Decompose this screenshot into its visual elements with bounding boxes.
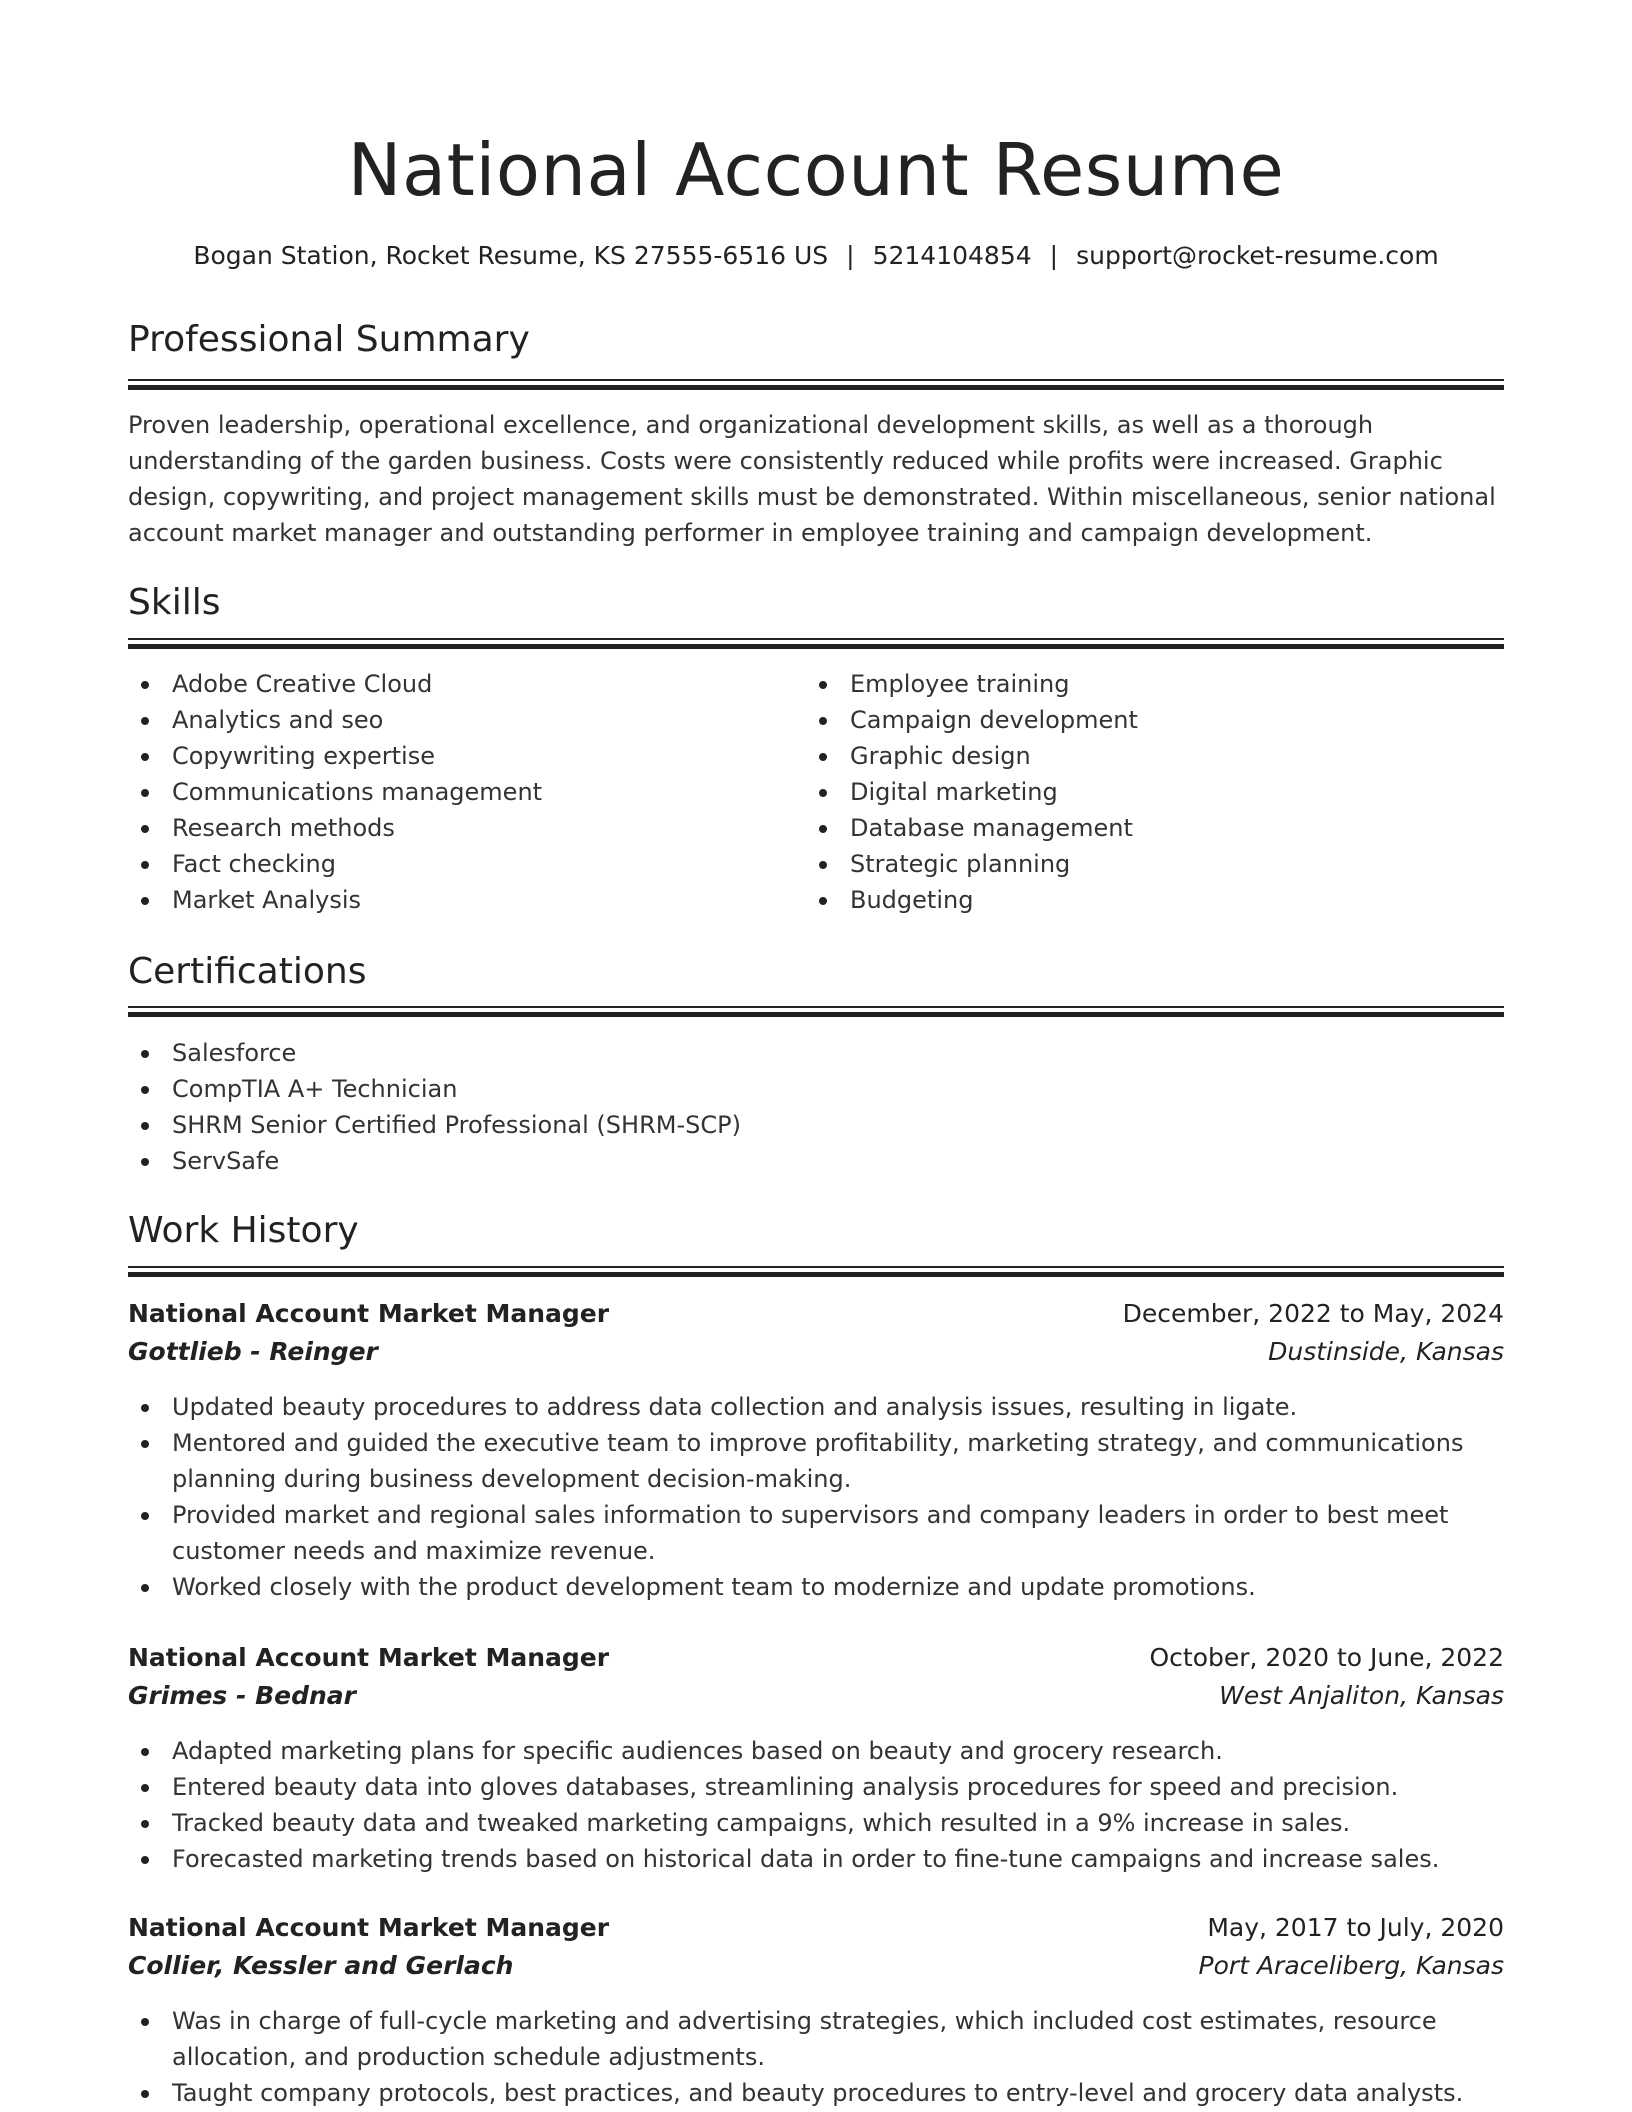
- contact-separator: |: [846, 241, 855, 270]
- job-bullet: Provided market and regional sales information to supervisors and company leaders in order to best meet customer needs and maximize revenue.: [128, 1497, 1504, 1569]
- job-bullet: Updated beauty procedures to address data collection and analysis issues, resulting in ligate.: [128, 1389, 1504, 1425]
- skill-item: Copywriting expertise: [128, 738, 808, 774]
- certification-item: Salesforce: [128, 1035, 1504, 1071]
- section-divider: [128, 1006, 1504, 1016]
- job-header: [128, 1295, 1504, 1333]
- job-bullets: [128, 2003, 1504, 2111]
- job-company: Collier, Kessler and Gerlach: [128, 1951, 514, 1980]
- job-header: [128, 1639, 1504, 1677]
- job-bullet: Adapted marketing plans for specific audiences based on beauty and grocery research.: [128, 1733, 1504, 1769]
- job-bullet: Mentored and guided the executive team to improve profitability, marketing strategy, and communications planning during business development decision-making.: [128, 1425, 1504, 1497]
- skill-item: Market Analysis: [128, 882, 808, 918]
- job-company: Gottlieb - Reinger: [128, 1337, 378, 1366]
- job-title: National Account Market Manager: [128, 1913, 610, 1942]
- skills-list-left: [128, 666, 808, 918]
- skill-item: Digital marketing: [806, 774, 1504, 810]
- skill-item: Communications management: [128, 774, 808, 810]
- job-dates: October, 2020 to June, 2022: [1149, 1643, 1504, 1672]
- section-heading: Professional Summary: [128, 319, 530, 360]
- skill-item: Adobe Creative Cloud: [128, 666, 808, 702]
- job-title: National Account Market Manager: [128, 1299, 610, 1328]
- certification-item: SHRM Senior Certified Professional (SHRM-SCP): [128, 1107, 1504, 1143]
- contact-address: Bogan Station, Rocket Resume, KS 27555-6516 US: [193, 241, 829, 270]
- skill-item: Graphic design: [806, 738, 1504, 774]
- skills-section: [128, 579, 1504, 627]
- job-location: Port Araceliberg, Kansas: [1198, 1951, 1504, 1980]
- certification-item: CompTIA A+ Technician: [128, 1071, 1504, 1107]
- job-title: National Account Market Manager: [128, 1643, 610, 1672]
- job-bullets: [128, 1733, 1504, 1877]
- summary-text: Proven leadership, operational excellence, and organizational development skills, as well as a thorough understanding of the garden business. Costs were consistently reduced while profits were increased. Graphic design, copywriting, and project management skills must be demonstrated. Within miscellaneous, senior national account market manager and outstanding performer in employee training and campaign development.: [128, 411, 1496, 547]
- certifications-list: [128, 1035, 1504, 1179]
- job-dates: December, 2022 to May, 2024: [1122, 1299, 1504, 1328]
- job-bullet: Taught company protocols, best practices, and beauty procedures to entry-level and grocery data analysts.: [128, 2075, 1504, 2111]
- skill-item: Database management: [806, 810, 1504, 846]
- skill-item: Strategic planning: [806, 846, 1504, 882]
- job-bullet: Entered beauty data into gloves databases, streamlining analysis procedures for speed and precision.: [128, 1769, 1504, 1805]
- skill-item: Campaign development: [806, 702, 1504, 738]
- contact-email: support@rocket-resume.com: [1076, 241, 1439, 270]
- skills-list-right: [806, 666, 1504, 918]
- certification-item: ServSafe: [128, 1143, 1504, 1179]
- job-bullets: [128, 1389, 1504, 1605]
- skill-item: Analytics and seo: [128, 702, 808, 738]
- section-divider: [128, 379, 1504, 389]
- section-divider: [128, 1266, 1504, 1276]
- job-subheader: [128, 1333, 1504, 1371]
- job-subheader: [128, 1947, 1504, 1985]
- work-history-section: [128, 1207, 1504, 1255]
- job-header: [128, 1909, 1504, 1947]
- skill-item: Budgeting: [806, 882, 1504, 918]
- certifications-section: [128, 948, 1504, 996]
- skill-item: Research methods: [128, 810, 808, 846]
- job-bullet: Tracked beauty data and tweaked marketing campaigns, which resulted in a 9% increase in sales.: [128, 1805, 1504, 1841]
- job-company: Grimes - Bednar: [128, 1681, 356, 1710]
- section-divider: [128, 638, 1504, 648]
- job-subheader: [128, 1677, 1504, 1715]
- summary-section: [128, 316, 1504, 364]
- job-location: West Anjaliton, Kansas: [1219, 1681, 1504, 1710]
- job-bullet: Was in charge of full-cycle marketing and advertising strategies, which included cost estimates, resource allocation, and production schedule adjustments.: [128, 2003, 1504, 2075]
- resume-title: National Account Resume: [347, 128, 1285, 212]
- job-location: Dustinside, Kansas: [1268, 1337, 1504, 1366]
- section-heading: Certifications: [128, 951, 367, 992]
- section-heading: Work History: [128, 1210, 359, 1251]
- job-bullet: Forecasted marketing trends based on historical data in order to fine-tune campaigns and increase sales.: [128, 1841, 1504, 1877]
- job-bullet: Worked closely with the product development team to modernize and update promotions.: [128, 1569, 1504, 1605]
- contact-line: [128, 238, 1504, 274]
- skill-item: Employee training: [806, 666, 1504, 702]
- contact-separator: |: [1049, 241, 1059, 270]
- section-heading: Skills: [128, 582, 221, 623]
- contact-phone: 5214104854: [872, 241, 1032, 270]
- job-dates: May, 2017 to July, 2020: [1207, 1913, 1504, 1942]
- skill-item: Fact checking: [128, 846, 808, 882]
